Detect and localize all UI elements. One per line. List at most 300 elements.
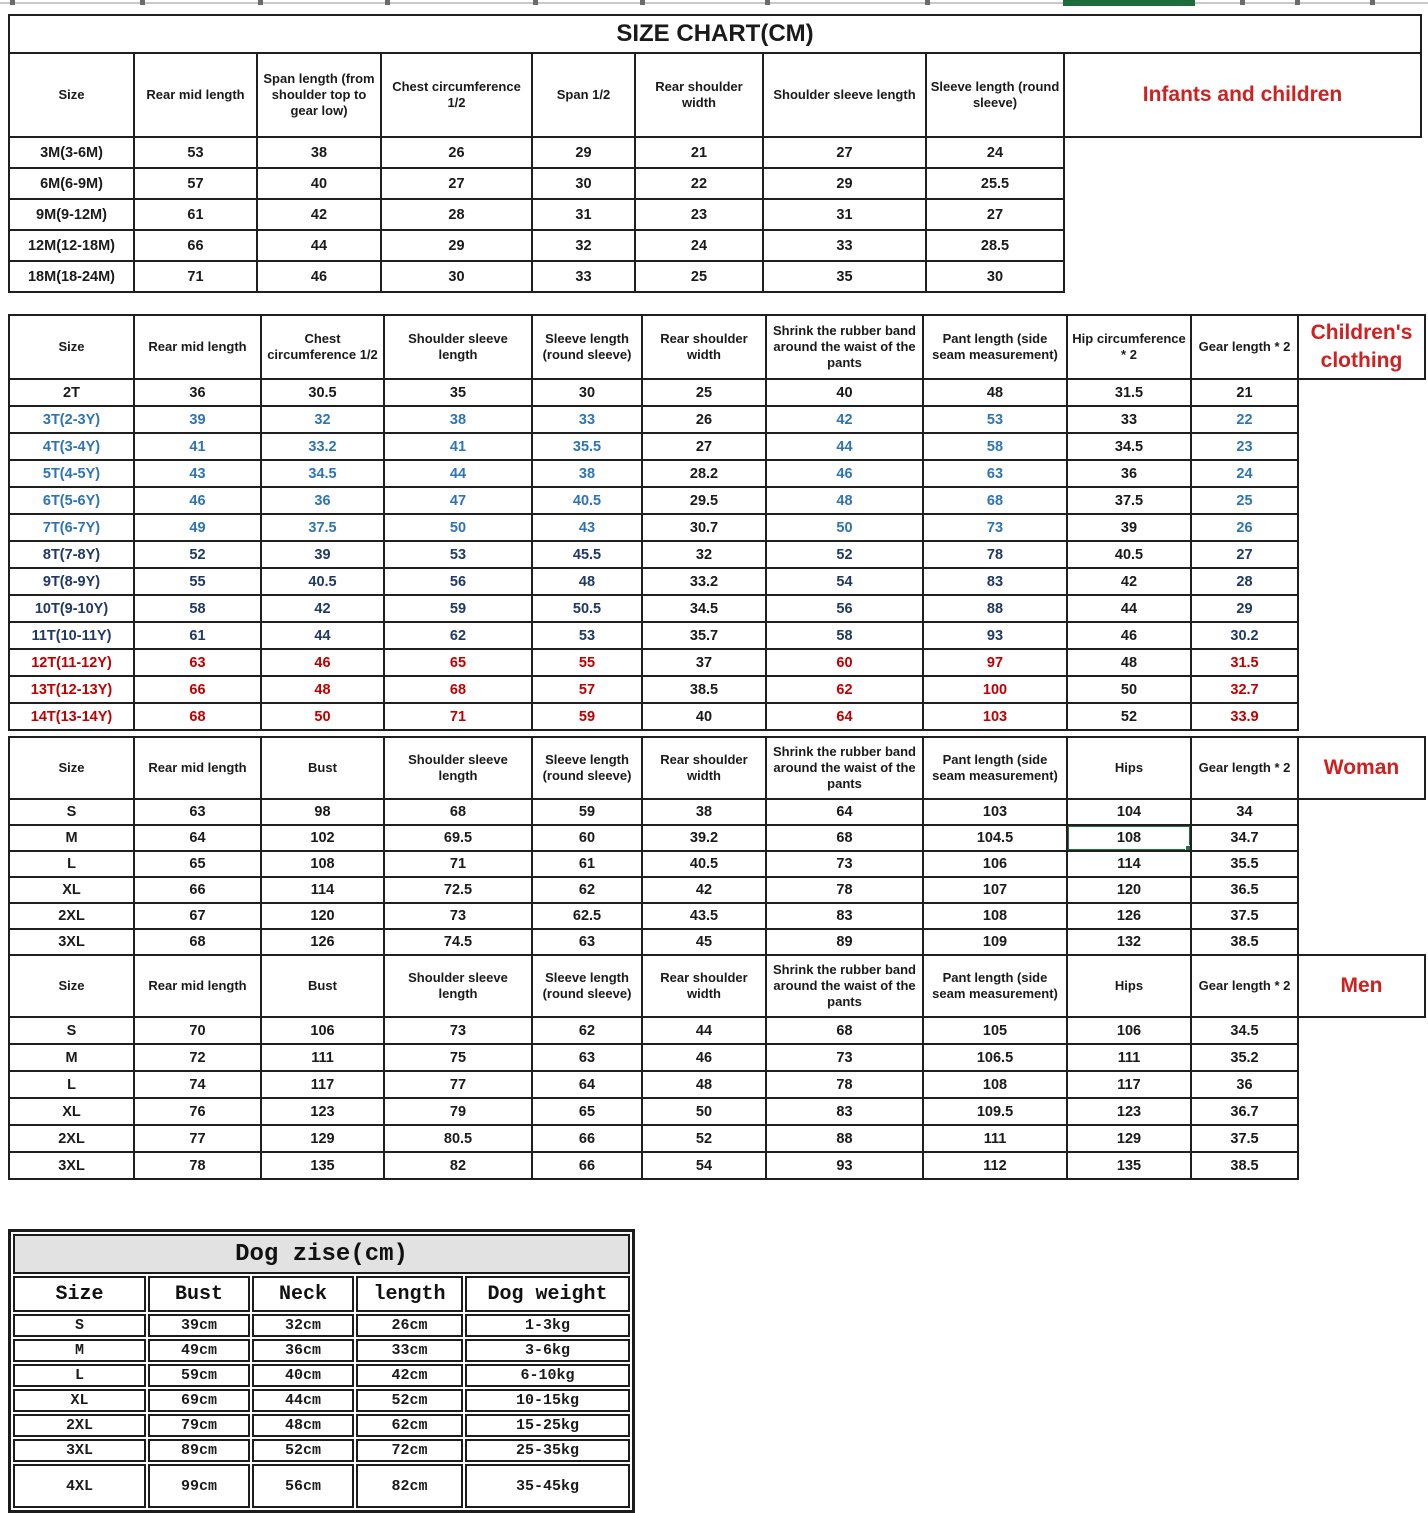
value-cell: 36 [1191,1071,1298,1098]
dog-size-table [8,1229,635,1513]
value-cell: 76 [134,1098,261,1125]
value-cell: 53 [532,622,642,649]
size-cell: L [9,851,134,877]
value-cell: 60 [532,825,642,851]
size-cell: 2XL [9,1125,134,1152]
value-cell: 52 [642,1125,766,1152]
value-cell: 35-45kg [465,1464,630,1508]
table-row [13,1339,630,1362]
value-cell: 59 [532,799,642,825]
value-cell: 74.5 [384,929,532,955]
table-row [9,903,1425,929]
value-cell: 111 [261,1044,384,1071]
value-cell: 69.5 [384,825,532,851]
value-cell: 73 [766,851,923,877]
value-cell: 73 [384,903,532,929]
value-cell: 62 [532,877,642,903]
value-cell: 52 [766,541,923,568]
value-cell: 30.5 [261,379,384,406]
value-cell: 33 [532,406,642,433]
column-header: Span 1/2 [532,53,635,137]
value-cell: 40 [642,703,766,730]
value-cell: 27 [1191,541,1298,568]
value-cell: 40.5 [642,851,766,877]
value-cell: 88 [923,595,1067,622]
value-cell: 50 [261,703,384,730]
value-cell: 59 [532,703,642,730]
value-cell: 123 [1067,1098,1191,1125]
column-header: Shoulder sleeve length [763,53,926,137]
value-cell: 74 [134,1071,261,1098]
value-cell: 78 [923,541,1067,568]
column-header: Sleeve length (round sleeve) [532,737,642,799]
value-cell: 83 [766,903,923,929]
value-cell: 25.5 [926,168,1064,199]
table-row [9,877,1425,903]
value-cell: 129 [1067,1125,1191,1152]
value-cell: 57 [532,676,642,703]
value-cell: 42 [1067,568,1191,595]
table-row [9,568,1425,595]
value-cell: 26 [1191,514,1298,541]
table-row [9,1044,1425,1071]
column-header: Sleeve length (round sleeve) [926,53,1064,137]
table-row [9,622,1425,649]
value-cell: 52cm [252,1439,354,1462]
table-row [9,1017,1425,1044]
value-cell: 6-10kg [465,1364,630,1387]
value-cell: 39 [1067,514,1191,541]
column-header: Gear length * 2 [1191,315,1298,379]
value-cell: 64 [766,703,923,730]
size-cell: 6M(6-9M) [9,168,134,199]
column-header: Shoulder sleeve length [384,955,532,1017]
size-cell: 6T(5-6Y) [9,487,134,514]
value-cell: 135 [261,1152,384,1179]
value-cell: 78 [134,1152,261,1179]
value-cell: 106 [923,851,1067,877]
value-cell: 46 [257,261,381,292]
value-cell: 42cm [356,1364,463,1387]
value-cell: 78 [766,1071,923,1098]
value-cell: 30.2 [1191,622,1298,649]
table-row [9,1125,1425,1152]
value-cell: 66 [134,676,261,703]
size-chart-title: SIZE CHART(CM) [9,15,1421,53]
value-cell: 29 [763,168,926,199]
value-cell: 32 [642,541,766,568]
table-row [13,1464,630,1508]
children-size-table [8,314,1426,731]
column-header: Dog weight [465,1276,630,1312]
value-cell: 56 [766,595,923,622]
value-cell: 98 [261,799,384,825]
value-cell: 62 [532,1017,642,1044]
value-cell: 40.5 [532,487,642,514]
column-header: Shrink the rubber band around the waist of the pants [766,955,923,1017]
selection-fill-handle [1185,845,1191,851]
table-row [9,825,1425,851]
value-cell: 68 [134,703,261,730]
value-cell: 28.5 [926,230,1064,261]
value-cell: 73 [766,1044,923,1071]
value-cell: 46 [642,1044,766,1071]
value-cell: 35.5 [1191,851,1298,877]
value-cell: 68 [384,676,532,703]
value-cell: 58 [766,622,923,649]
value-cell: 36 [1067,460,1191,487]
value-cell: 111 [1067,1044,1191,1071]
column-header: Rear shoulder width [642,737,766,799]
column-tick [258,0,263,5]
value-cell: 63 [532,1044,642,1071]
value-cell: 32 [532,230,635,261]
column-header: Size [9,53,134,137]
column-header: length [356,1276,463,1312]
value-cell: 66 [532,1152,642,1179]
value-cell: 38.5 [1191,929,1298,955]
sheet-top-gridline [0,2,1428,4]
value-cell: 48 [1067,649,1191,676]
value-cell: 24 [635,230,763,261]
value-cell: 66 [134,230,257,261]
column-header: Sleeve length (round sleeve) [532,955,642,1017]
value-cell: 77 [384,1071,532,1098]
value-cell: 44 [1067,595,1191,622]
value-cell: 23 [1191,433,1298,460]
value-cell: 112 [923,1152,1067,1179]
value-cell: 117 [261,1071,384,1098]
value-cell: 27 [763,137,926,168]
value-cell: 38.5 [642,676,766,703]
column-header: Size [9,955,134,1017]
value-cell: 49cm [148,1339,250,1362]
value-cell: 32.7 [1191,676,1298,703]
value-cell: 73 [923,514,1067,541]
value-cell: 68 [134,929,261,955]
value-cell: 36 [134,379,261,406]
value-cell: 72 [134,1044,261,1071]
value-cell: 22 [1191,406,1298,433]
value-cell: 40cm [252,1364,354,1387]
value-cell: 126 [261,929,384,955]
value-cell: 123 [261,1098,384,1125]
size-cell: XL [9,1098,134,1125]
value-cell: 106 [261,1017,384,1044]
value-cell: 82 [384,1152,532,1179]
value-cell: 126 [1067,903,1191,929]
column-header: Pant length (side seam measurement) [923,315,1067,379]
table-row [9,929,1425,955]
value-cell: 106.5 [923,1044,1067,1071]
value-cell: 65 [384,649,532,676]
size-cell: S [9,799,134,825]
size-cell: 13T(12-13Y) [9,676,134,703]
value-cell: 58 [134,595,261,622]
value-cell: 56 [384,568,532,595]
value-cell: 38 [532,460,642,487]
table-row [13,1364,630,1387]
table-row [9,649,1425,676]
value-cell: 31 [532,199,635,230]
value-cell: 24 [926,137,1064,168]
column-header: Hip circumference * 2 [1067,315,1191,379]
table-row [9,379,1425,406]
value-cell: 77 [134,1125,261,1152]
table-row [9,1152,1425,1179]
table-row [9,851,1425,877]
column-header: Rear shoulder width [635,53,763,137]
column-header: Hips [1067,737,1191,799]
size-cell: 3T(2-3Y) [9,406,134,433]
value-cell: 50 [642,1098,766,1125]
value-cell: 75 [384,1044,532,1071]
value-cell: 59 [384,595,532,622]
value-cell: 62 [766,676,923,703]
value-cell: 36.5 [1191,877,1298,903]
value-cell: 29 [1191,595,1298,622]
value-cell: 36cm [252,1339,354,1362]
value-cell: 22 [635,168,763,199]
value-cell: 71 [134,261,257,292]
value-cell: 34.5 [1067,433,1191,460]
value-cell: 63 [532,929,642,955]
size-cell: L [9,1071,134,1098]
value-cell: 37 [642,649,766,676]
value-cell: 48 [532,568,642,595]
value-cell: 54 [642,1152,766,1179]
value-cell: 108 [923,903,1067,929]
value-cell: 109 [923,929,1067,955]
value-cell: 43.5 [642,903,766,929]
value-cell: 103 [923,703,1067,730]
value-cell: 64 [766,799,923,825]
value-cell: 37.5 [261,514,384,541]
value-cell: 52 [1067,703,1191,730]
value-cell: 89cm [148,1439,250,1462]
value-cell: 29.5 [642,487,766,514]
value-cell: 44 [384,460,532,487]
value-cell: 10-15kg [465,1389,630,1412]
value-cell: 57 [134,168,257,199]
column-tick [1370,0,1375,5]
value-cell: 42 [261,595,384,622]
value-cell: 43 [532,514,642,541]
value-cell: 109.5 [923,1098,1067,1125]
section-label-men: Men [1298,955,1425,1017]
column-header: Chest circumference 1/2 [261,315,384,379]
value-cell: 30 [926,261,1064,292]
table-row [9,541,1425,568]
column-header: Span length (from shoulder top to gear low) [257,53,381,137]
value-cell: 36.7 [1191,1098,1298,1125]
column-header: Shrink the rubber band around the waist of the pants [766,315,923,379]
size-cell: 3XL [13,1439,146,1462]
size-cell: 14T(13-14Y) [9,703,134,730]
value-cell: 61 [532,851,642,877]
woman-size-table [8,736,1426,956]
active-cell-selection-border [1067,825,1191,851]
value-cell: 83 [923,568,1067,595]
size-cell: 7T(6-7Y) [9,514,134,541]
size-cell: 12T(11-12Y) [9,649,134,676]
value-cell: 35 [384,379,532,406]
size-cell: 9T(8-9Y) [9,568,134,595]
value-cell: 38.5 [1191,1152,1298,1179]
value-cell: 38 [642,799,766,825]
value-cell: 58 [923,433,1067,460]
size-cell: 10T(9-10Y) [9,595,134,622]
section-label-infants: Infants and children [1064,53,1421,137]
value-cell: 35.2 [1191,1044,1298,1071]
value-cell: 35.7 [642,622,766,649]
value-cell: 27 [381,168,532,199]
column-tick [533,0,538,5]
value-cell: 100 [923,676,1067,703]
value-cell: 68 [384,799,532,825]
size-cell: S [13,1314,146,1337]
size-cell: 9M(9-12M) [9,199,134,230]
value-cell: 132 [1067,929,1191,955]
value-cell: 66 [532,1125,642,1152]
value-cell: 31 [763,199,926,230]
value-cell: 28 [1191,568,1298,595]
value-cell: 64 [532,1071,642,1098]
column-header: Shoulder sleeve length [384,315,532,379]
column-header: Bust [261,955,384,1017]
value-cell: 59cm [148,1364,250,1387]
value-cell: 44 [261,622,384,649]
size-cell: 2XL [9,903,134,929]
value-cell: 60 [766,649,923,676]
column-tick [1295,0,1300,5]
table-row [9,1071,1425,1098]
value-cell: 93 [923,622,1067,649]
value-cell: 68 [766,1017,923,1044]
table-row [9,433,1425,460]
column-header: Rear mid length [134,955,261,1017]
table-row [9,460,1425,487]
size-cell: 12M(12-18M) [9,230,134,261]
section-label-woman: Woman [1298,737,1425,799]
value-cell: 97 [923,649,1067,676]
value-cell: 38 [384,406,532,433]
value-cell: 83 [766,1098,923,1125]
value-cell: 30 [532,379,642,406]
value-cell: 24 [1191,460,1298,487]
value-cell: 129 [261,1125,384,1152]
value-cell: 44 [642,1017,766,1044]
column-header: Rear shoulder width [642,955,766,1017]
value-cell: 67 [134,903,261,929]
column-header: Rear mid length [134,315,261,379]
value-cell: 69cm [148,1389,250,1412]
value-cell: 30.7 [642,514,766,541]
value-cell: 63 [923,460,1067,487]
value-cell: 27 [926,199,1064,230]
value-cell: 39 [134,406,261,433]
value-cell: 53 [923,406,1067,433]
value-cell: 32 [261,406,384,433]
value-cell: 30 [532,168,635,199]
table-row [9,514,1425,541]
value-cell: 30 [381,261,532,292]
size-cell: XL [9,877,134,903]
value-cell: 50.5 [532,595,642,622]
value-cell: 47 [384,487,532,514]
value-cell: 35 [763,261,926,292]
column-header: Size [13,1276,146,1312]
value-cell: 135 [1067,1152,1191,1179]
value-cell: 26 [642,406,766,433]
size-cell: L [13,1364,146,1387]
value-cell: 46 [261,649,384,676]
size-cell: M [13,1339,146,1362]
value-cell: 62.5 [532,903,642,929]
value-cell: 53 [384,541,532,568]
table-row [9,703,1425,730]
value-cell: 41 [384,433,532,460]
value-cell: 48 [766,487,923,514]
table-row [9,799,1425,825]
value-cell: 108 [1067,825,1191,851]
column-tick [765,0,770,5]
size-cell: 8T(7-8Y) [9,541,134,568]
table-row [13,1314,630,1337]
value-cell: 33cm [356,1339,463,1362]
value-cell: 80.5 [384,1125,532,1152]
column-header: Pant length (side seam measurement) [923,955,1067,1017]
value-cell: 99cm [148,1464,250,1508]
value-cell: 33 [532,261,635,292]
value-cell: 79cm [148,1414,250,1437]
size-cell: S [9,1017,134,1044]
value-cell: 72cm [356,1439,463,1462]
value-cell: 3-6kg [465,1339,630,1362]
value-cell: 73 [384,1017,532,1044]
column-header: Rear mid length [134,53,257,137]
size-cell: 3M(3-6M) [9,137,134,168]
column-header: Size [9,315,134,379]
value-cell: 62 [384,622,532,649]
value-cell: 28 [381,199,532,230]
value-cell: 21 [635,137,763,168]
value-cell: 26cm [356,1314,463,1337]
men-size-table [8,954,1426,1180]
value-cell: 63 [134,799,261,825]
value-cell: 15-25kg [465,1414,630,1437]
value-cell: 71 [384,703,532,730]
column-header: Bust [148,1276,250,1312]
size-cell: 18M(18-24M) [9,261,134,292]
table-row [13,1439,630,1462]
size-cell: 2T [9,379,134,406]
value-cell: 38 [257,137,381,168]
value-cell: 70 [134,1017,261,1044]
value-cell: 40 [766,379,923,406]
size-cell: 4XL [13,1464,146,1508]
value-cell: 32cm [252,1314,354,1337]
value-cell: 37.5 [1067,487,1191,514]
value-cell: 33.2 [261,433,384,460]
value-cell: 64 [134,825,261,851]
value-cell: 34.5 [1191,1017,1298,1044]
value-cell: 41 [134,433,261,460]
value-cell: 50 [766,514,923,541]
column-tick [1240,0,1245,5]
section-label-children: Children's clothing [1298,315,1425,379]
value-cell: 44 [766,433,923,460]
